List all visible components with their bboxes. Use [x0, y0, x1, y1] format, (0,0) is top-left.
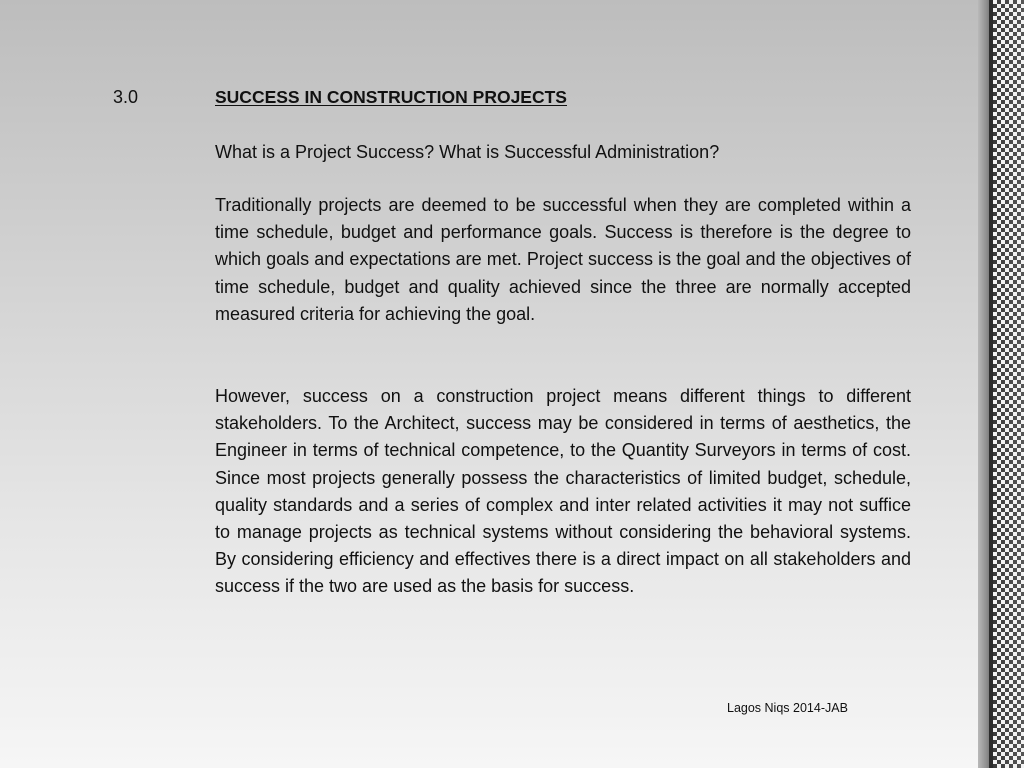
section-number: 3.0 [113, 87, 139, 107]
section-heading: SUCCESS IN CONSTRUCTION PROJECTS [215, 87, 567, 107]
paragraph-stakeholder-success: However, success on a construction project means different things to different stakeholders. To the Architect, success may be considered in terms of aesthetics, the Engineer in terms of technical competence, to the Quantity Surveyors in terms of cost. Since most projects generally possess the characteristics of limited budget, schedule, quality standards and a series of complex and inter related activities it may not suffice to manage projects as technical systems without considering the behavioral systems. By considering efficiency and effectives there is a direct impact on all stakeholders and success if the two are used as the basis for success. [215, 386, 911, 597]
checkered-border-overlay [993, 0, 1024, 768]
slide-footer: Lagos Niqs 2014-JAB [727, 701, 848, 715]
question-line: What is a Project Success? What is Successful Administration? [215, 142, 720, 162]
paragraph-traditional-success: Traditionally projects are deemed to be successful when they are completed within a time schedule, budget and performance goals. Success is therefore is the degree to which goals and expectations are met. Project success is the goal and the objectives of time schedule, budget and quality achieved since the three are normally accepted measured criteria for achieving the goal. [215, 195, 911, 324]
